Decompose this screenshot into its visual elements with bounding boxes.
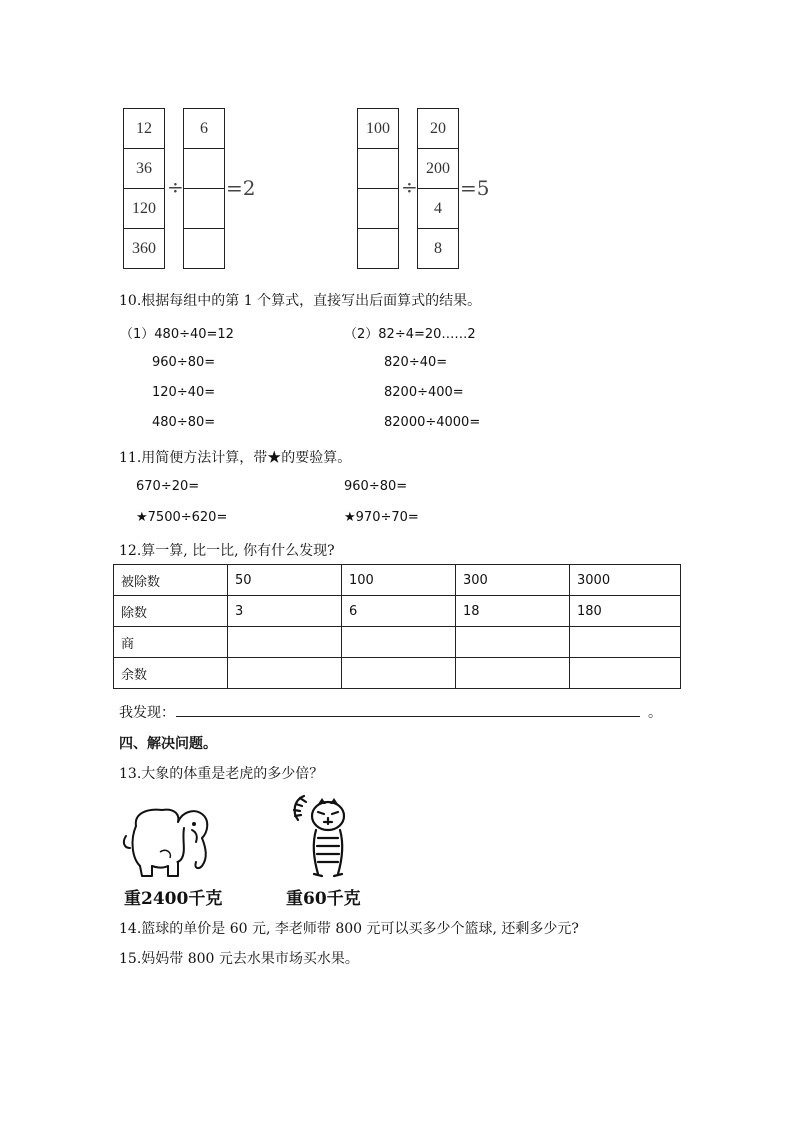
table-row: [114, 596, 681, 627]
left-divisor-column: [183, 108, 225, 269]
right-divisor-column: [417, 108, 459, 269]
q15-title: 15.妈妈带 800 元去水果市场买水果。: [119, 951, 359, 967]
answer-cell[interactable]: [570, 658, 681, 689]
q12-title: 12.算一算, 比一比, 你有什么发现?: [119, 543, 335, 559]
left-dividend-column: [123, 108, 165, 269]
answer-cell[interactable]: [456, 627, 570, 658]
q11-item-star: ★970÷70=: [344, 510, 419, 525]
left-divisor-1: 6: [184, 109, 224, 149]
table-cell: 3: [228, 596, 342, 627]
left-dividend-3: 120: [124, 189, 164, 229]
left-dividend-1: 12: [124, 109, 164, 149]
table-cell: 18: [456, 596, 570, 627]
q10-group2-head: （2）82÷4=20……2: [344, 327, 476, 342]
q10-group2-item: 8200÷400=: [384, 385, 464, 400]
right-divisor-2: 200: [418, 149, 458, 189]
answer-cell[interactable]: [342, 658, 456, 689]
left-divisor-blank-2[interactable]: [184, 149, 224, 189]
elephant-caption: 重2400千克: [124, 889, 223, 909]
tiger-caption: 重60千克: [286, 889, 361, 909]
table-row: [114, 627, 681, 658]
table-cell: 余数: [114, 658, 228, 689]
table-row: [114, 565, 681, 596]
discover-label: 我发现：: [119, 705, 175, 721]
discover-end: 。: [648, 705, 662, 721]
answer-cell[interactable]: [456, 658, 570, 689]
table-row: [114, 658, 681, 689]
right-result: =5: [460, 176, 490, 200]
table-cell: 300: [456, 565, 570, 596]
elephant-icon: [122, 796, 222, 882]
left-dividend-2: 36: [124, 149, 164, 189]
table-cell: 100: [342, 565, 456, 596]
right-dividend-blank-4[interactable]: [358, 229, 398, 268]
left-divisor-blank-3[interactable]: [184, 189, 224, 229]
q10-group1-item: 960÷80=: [152, 355, 216, 370]
q10-group1-head: （1）480÷40=12: [120, 327, 234, 342]
q10-title: 10.根据每组中的第 1 个算式，直接写出后面算式的结果。: [119, 293, 482, 309]
right-divisor-1: 20: [418, 109, 458, 149]
answer-cell[interactable]: [570, 627, 681, 658]
table-cell: 除数: [114, 596, 228, 627]
left-dividend-4: 360: [132, 239, 156, 257]
section-title: 四、解决问题。: [119, 736, 217, 752]
right-divisor-4: 8: [434, 239, 442, 257]
q11-item: 960÷80=: [344, 479, 408, 494]
tiger-icon: [288, 790, 358, 882]
left-divisor-blank-4[interactable]: [184, 229, 224, 268]
answer-cell[interactable]: [342, 627, 456, 658]
right-dividend-1: 100: [358, 109, 398, 149]
q13-title: 13.大象的体重是老虎的多少倍？: [119, 766, 324, 782]
q11-title: 11.用简便方法计算，带★的要验算。: [119, 450, 352, 466]
table-cell: 6: [342, 596, 456, 627]
q10-group2-item: 820÷40=: [384, 355, 448, 370]
table-cell: 3000: [570, 565, 681, 596]
right-divide-sign: ÷: [401, 175, 418, 199]
right-divisor-3: 4: [418, 189, 458, 229]
right-dividend-blank-3[interactable]: [358, 189, 398, 229]
discover-answer-line[interactable]: [176, 716, 640, 717]
q14-title: 14.篮球的单价是 60 元, 李老师带 800 元可以买多少个篮球, 还剩多少元?: [119, 921, 579, 937]
left-result: =2: [226, 176, 256, 200]
answer-cell[interactable]: [228, 658, 342, 689]
q11-item: 670÷20=: [136, 479, 200, 494]
right-dividend-blank-2[interactable]: [358, 149, 398, 189]
q10-group2-item: 82000÷4000=: [384, 415, 481, 430]
q10-group1-item: 480÷80=: [152, 415, 216, 430]
table-cell: 商: [114, 627, 228, 658]
right-dividend-column: [357, 108, 399, 269]
table-cell: 被除数: [114, 565, 228, 596]
division-table: [113, 564, 681, 689]
table-cell: 180: [570, 596, 681, 627]
table-cell: 50: [228, 565, 342, 596]
left-divide-sign: ÷: [167, 175, 184, 199]
q11-item-star: ★7500÷620=: [136, 510, 228, 525]
q10-group1-item: 120÷40=: [152, 385, 216, 400]
answer-cell[interactable]: [228, 627, 342, 658]
